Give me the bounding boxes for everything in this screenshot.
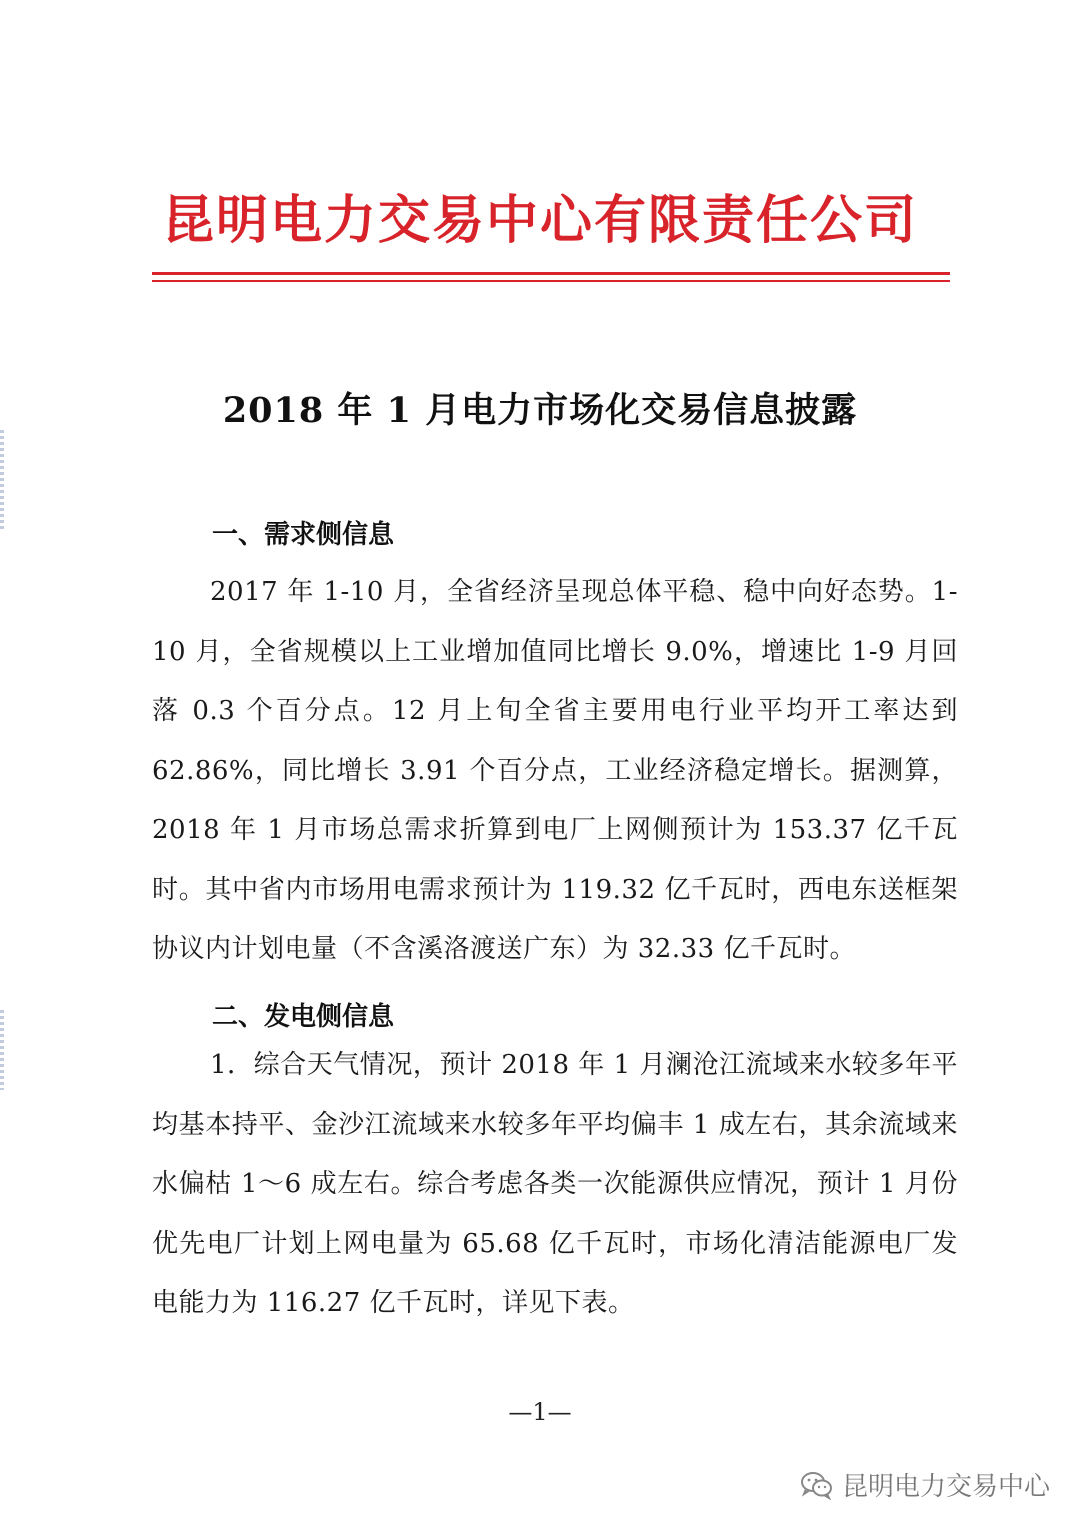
scan-edge-mark [0,430,4,530]
scan-edge-mark [0,1010,4,1090]
letterhead-company-name: 昆明电力交易中心有限责任公司 [161,190,918,251]
section-paragraph-generation: 1．综合天气情况，预计 2018 年 1 月澜沧江流域来水较多年平均基本持平、金沙江流域来水较多年平均偏丰 1 成左右，其余流域来水偏枯 1～6 成左右。综合考虑各类一次能源供应情况，预计 1 月份优先电厂计划上网电量为 65.68 亿千瓦时，市场化清洁能源电厂发电能力为 116.27 亿千瓦时，详见下表。 [152,1050,958,1318]
wechat-watermark [800,1466,1050,1503]
section-heading-demand: 一、需求侧信息 [212,520,395,550]
section-heading-generation: 二、发电侧信息 [212,1002,395,1032]
page-number: —1— [508,1398,572,1426]
watermark-text: 昆明电力交易中心 [841,1472,1050,1502]
wechat-icon [800,1470,834,1500]
letterhead-red-rule-thin [152,280,950,282]
document-title: 2018 年 1 月电力市场化交易信息披露 [222,390,858,431]
letterhead-red-rule-thick [152,272,950,275]
section-paragraph-demand: 2017 年 1-10 月，全省经济呈现总体平稳、稳中向好态势。1-10 月，全省规模以上工业增加值同比增长 9.0%，增速比 1-9 月回落 0.3 个百分点。12 月上旬全省主要用电行业平均开工率达到 62.86%，同比增长 3.91 个百分点，工业经济稳定增长。据测算，2018 年 1 月市场总需求折算到电厂上网侧预计为 153.37 亿千瓦时。其中省内市场用电需求预计为 119.32 亿千瓦时，西电东送框架协议内计划电量（不含溪洛渡送广东）为 32.33 亿千瓦时。 [152,577,958,964]
